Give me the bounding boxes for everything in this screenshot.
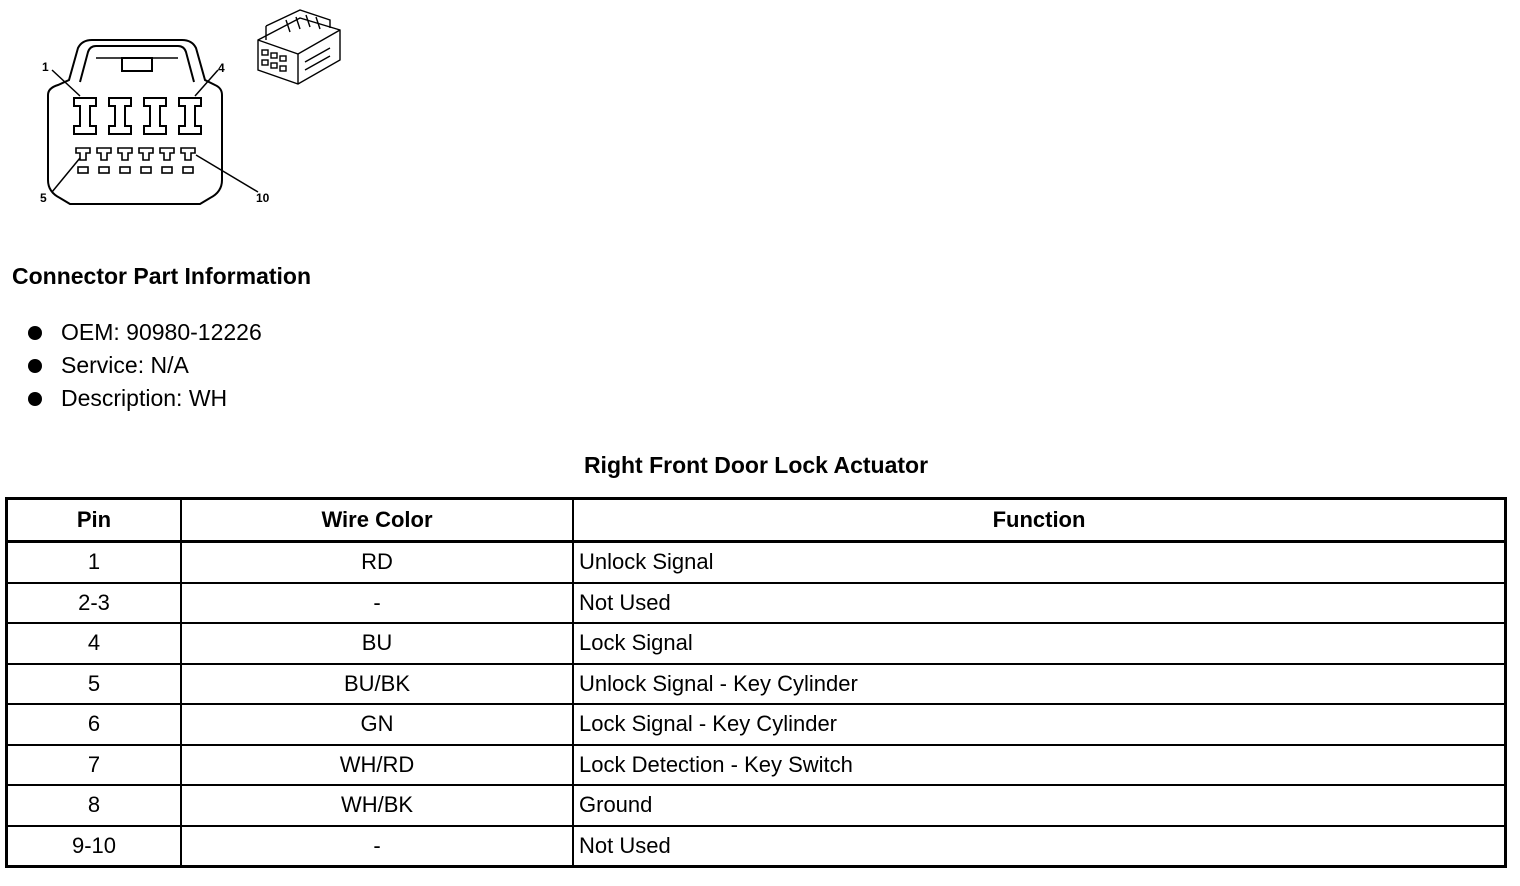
connector-info-title: Connector Part Information bbox=[12, 263, 312, 289]
cell-pin: 6 bbox=[7, 704, 182, 745]
list-item-service bbox=[28, 349, 262, 382]
bullet-icon bbox=[28, 392, 42, 406]
service-text: Service: N/A bbox=[61, 352, 189, 378]
connector-face-diagram bbox=[0, 0, 360, 215]
cell-function: Lock Signal bbox=[573, 623, 1506, 664]
upper-terminal-row bbox=[74, 98, 201, 134]
connector-latch-tab bbox=[122, 58, 152, 71]
cell-pin: 2-3 bbox=[7, 583, 182, 624]
cell-wire-color: BU/BK bbox=[181, 664, 573, 705]
cell-wire-color: - bbox=[181, 583, 573, 624]
pin-label-10: 10 bbox=[256, 191, 270, 205]
cell-function: Unlock Signal - Key Cylinder bbox=[573, 664, 1506, 705]
cell-wire-color: BU bbox=[181, 623, 573, 664]
connector-info-list bbox=[28, 316, 262, 415]
table-row bbox=[7, 664, 1506, 705]
cell-pin: 8 bbox=[7, 785, 182, 826]
table-row bbox=[7, 704, 1506, 745]
cell-wire-color: WH/BK bbox=[181, 785, 573, 826]
table-row bbox=[7, 785, 1506, 826]
cell-function: Ground bbox=[573, 785, 1506, 826]
pin-label-4: 4 bbox=[218, 61, 225, 75]
pinout-table bbox=[5, 497, 1507, 868]
cell-function: Unlock Signal bbox=[573, 542, 1506, 583]
header-function: Function bbox=[573, 499, 1506, 542]
oem-text: OEM: 90980-12226 bbox=[61, 319, 262, 345]
cell-function: Lock Signal - Key Cylinder bbox=[573, 704, 1506, 745]
table-title: Right Front Door Lock Actuator bbox=[583, 452, 929, 478]
cell-pin: 4 bbox=[7, 623, 182, 664]
cell-wire-color: - bbox=[181, 826, 573, 867]
cell-pin: 9-10 bbox=[7, 826, 182, 867]
list-item-oem bbox=[28, 316, 262, 349]
header-pin: Pin bbox=[7, 499, 182, 542]
header-wire-color: Wire Color bbox=[181, 499, 573, 542]
bullet-icon bbox=[28, 326, 42, 340]
table-row bbox=[7, 623, 1506, 664]
cell-pin: 1 bbox=[7, 542, 182, 583]
connector-latch-outline bbox=[80, 46, 194, 82]
table-row bbox=[7, 542, 1506, 583]
table-row bbox=[7, 583, 1506, 624]
pin-label-1: 1 bbox=[42, 60, 49, 74]
cell-wire-color: WH/RD bbox=[181, 745, 573, 786]
cell-function: Lock Detection - Key Switch bbox=[573, 745, 1506, 786]
table-header-row bbox=[7, 499, 1506, 542]
cell-pin: 5 bbox=[7, 664, 182, 705]
cell-function: Not Used bbox=[573, 583, 1506, 624]
lower-terminal-row bbox=[76, 148, 195, 173]
bullet-icon bbox=[28, 359, 42, 373]
table-row bbox=[7, 826, 1506, 867]
connector-isometric-icon bbox=[258, 10, 340, 84]
cell-wire-color: GN bbox=[181, 704, 573, 745]
description-text: Description: WH bbox=[61, 385, 228, 411]
table-row bbox=[7, 745, 1506, 786]
pin-label-5: 5 bbox=[40, 191, 47, 205]
cell-function: Not Used bbox=[573, 826, 1506, 867]
cell-pin: 7 bbox=[7, 745, 182, 786]
list-item-description bbox=[28, 382, 262, 415]
cell-wire-color: RD bbox=[181, 542, 573, 583]
